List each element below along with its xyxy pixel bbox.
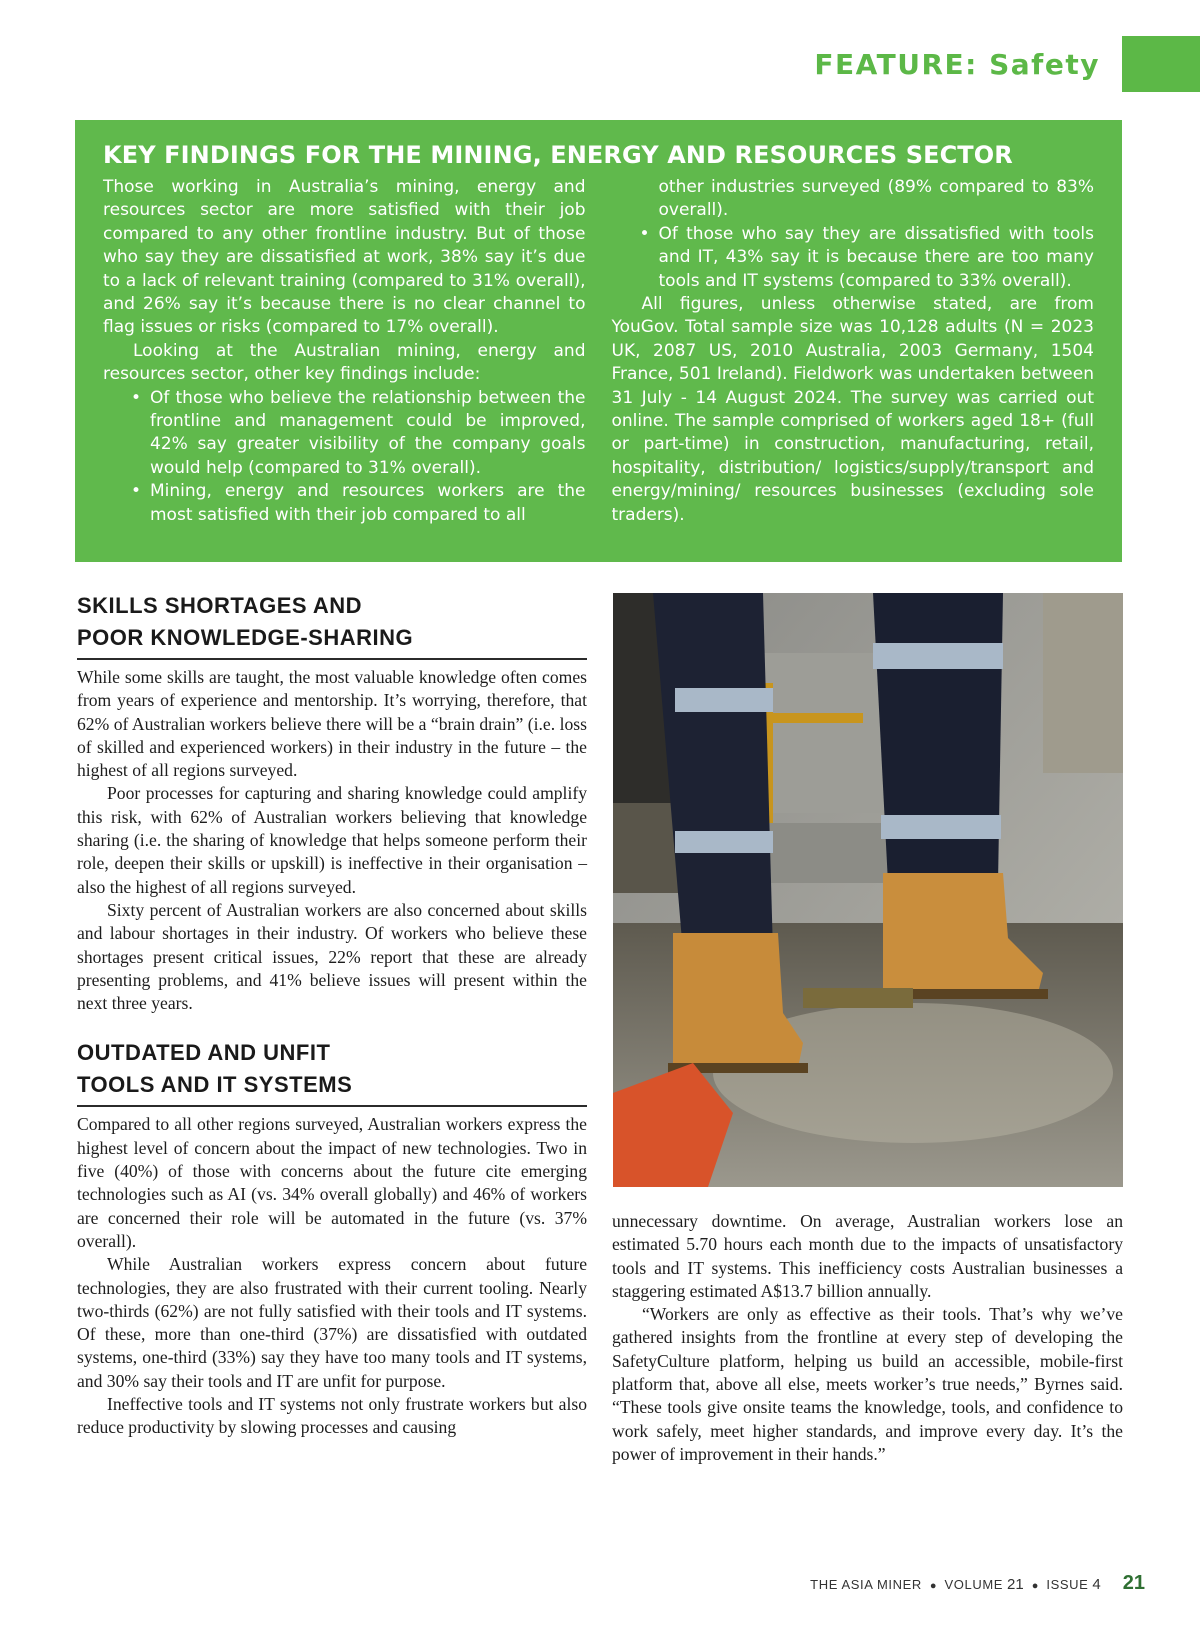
work-boots-illustration: [613, 593, 1123, 1187]
quote-paragraph: “Workers are only as effective as their tools. That’s why we’ve gathered insights from the frontline at every step of developing the SafetyCulture platform, helping us build an accessible, mobile-first platform that, above all else, meets worker’s true needs,” Byrnes said. “These tools give onsite teams the knowledge, tools, and confidence to work safely, meet higher standards, and improve every day. It’s the power of improvement in their hands.”: [612, 1304, 1123, 1464]
heading-line: POOR KNOWLEDGE-SHARING: [77, 625, 414, 650]
work-boots-photo: [613, 593, 1123, 1187]
key-findings-list: [103, 387, 586, 527]
paragraph: While Australian workers express concern about future technologies, they are also frustrated with their current tooling. Nearly two-thirds (62%) are not fully satisfied with their tools and IT systems. Of these, more than one-third (37%) are dissatisfied with outdated systems, one-third (33%) say they have too many tools and IT systems, and 30% say their tools and IT are unfit for purpose.: [77, 1254, 587, 1391]
paragraph: Sixty percent of Australian workers are also concerned about skills and labour shortages in their industry. Of workers who believe these shortages present critical issues, 22% report that these are already presenting problems, and 41% believe issues will present within the next three years.: [77, 899, 587, 1014]
feature-label: FEATURE: Safety: [814, 48, 1100, 81]
issue-number: 4: [1092, 1576, 1101, 1593]
key-findings-methodology: All figures, unless otherwise stated, are from YouGov. Total sample size was 10,128 adults (N = 2023 UK, 2087 US, 2010 Australia, 2003 Germany, 1504 France, 501 Ireland). Fieldwork was undertaken between 31 July - 14 August 2024. The survey was carried out online. The sample comprised of workers aged 18+ (full or part-time) in construction, manufacturing, retail, hospitality, distribution/ logistics/supply/transport and energy/mining/ resources businesses (excluding sole traders).: [611, 294, 1094, 525]
paragraph: unnecessary downtime. On average, Australian workers lose an estimated 5.70 hours each month due to the impacts of unsatisfactory tools and IT systems. This inefficiency costs Australian businesses a staggering estimated A$13.7 billion annually.: [612, 1211, 1123, 1301]
feature-tab: [1122, 36, 1200, 92]
list-item: • Of those who believe the relationship between the frontline and management could be improved, 42% say greater visibility of the company goals would help (compared to 31% overall).: [150, 387, 586, 481]
heading-line: OUTDATED AND UNFIT: [77, 1040, 331, 1066]
section-heading-skills: [77, 590, 587, 660]
heading-line: TOOLS AND IT SYSTEMS: [77, 1072, 353, 1098]
list-item-continuation: other industries surveyed (89% compared to 83% overall).: [658, 177, 1094, 221]
page-number: 21: [1122, 1572, 1145, 1594]
section-heading-tools: [77, 1037, 587, 1107]
key-findings-list: [612, 223, 1095, 293]
volume-label: VOLUME: [944, 1577, 1004, 1592]
key-findings-title: KEY FINDINGS FOR THE MINING, ENERGY AND RESOURCES SECTOR: [103, 141, 1013, 169]
key-findings-columns: [103, 176, 1094, 527]
key-findings-paragraph: Those working in Australia’s mining, energy and resources sector are more satisfied with their job compared to any other frontline industry. But of those who say they are dissatisfied at work, 38% say it’s due to a lack of relevant training (compared to 31% overall), and 26% say it’s because there is no clear channel to flag issues or risks (compared to 17% overall).: [103, 177, 586, 338]
page-footer: [810, 1572, 1145, 1595]
volume-number: 21: [1007, 1576, 1024, 1593]
issue-label: ISSUE: [1046, 1577, 1089, 1592]
key-findings-box: [75, 120, 1122, 562]
key-findings-right-column: [612, 176, 1095, 527]
list-item: • Of those who say they are dissatisfied with tools and IT, 43% say it is because there are too many tools and IT systems (compared to 33% overall).: [659, 223, 1095, 293]
article-left-column: [77, 590, 587, 1440]
list-item: • Mining, energy and resources workers are the most satisfied with their job compared to all: [150, 480, 586, 527]
paragraph: Poor processes for capturing and sharing knowledge could amplify this risk, with 62% of Australian workers believing that knowledge sharing (i.e. the sharing of knowledge that helps someone perform their role, deepen their skills or upskill) is ineffective in their organisation – also the highest of all regions surveyed.: [77, 783, 587, 897]
magazine-name: THE ASIA MINER: [810, 1577, 922, 1592]
paragraph: Compared to all other regions surveyed, Australian workers express the highest level of concern about the impact of new technologies. Two in five (40%) of those with concerns about the future cite emerging technologies such as AI (vs. 34% overall globally) and 46% of workers are concerned their role will be automated in the future (vs. 37% overall).: [77, 1114, 587, 1251]
bullet-separator-icon: ●: [1031, 1580, 1039, 1592]
paragraph: While some skills are taught, the most valuable knowledge often comes from years of experience and mentorship. It’s worrying, therefore, that 62% of Australian workers believe there will be a “brain drain” (i.e. loss of skilled and experienced workers) in their industry in the future – the highest of all regions surveyed.: [77, 667, 587, 781]
paragraph: Ineffective tools and IT systems not only frustrate workers but also reduce productivity by slowing processes and causing: [77, 1394, 587, 1438]
key-findings-left-column: [103, 176, 586, 527]
heading-line: SKILLS SHORTAGES AND: [77, 593, 363, 618]
key-findings-paragraph: Looking at the Australian mining, energy and resources sector, other key findings include:: [103, 340, 586, 385]
article-right-column: [612, 1210, 1123, 1466]
bullet-separator-icon: ●: [929, 1580, 937, 1592]
